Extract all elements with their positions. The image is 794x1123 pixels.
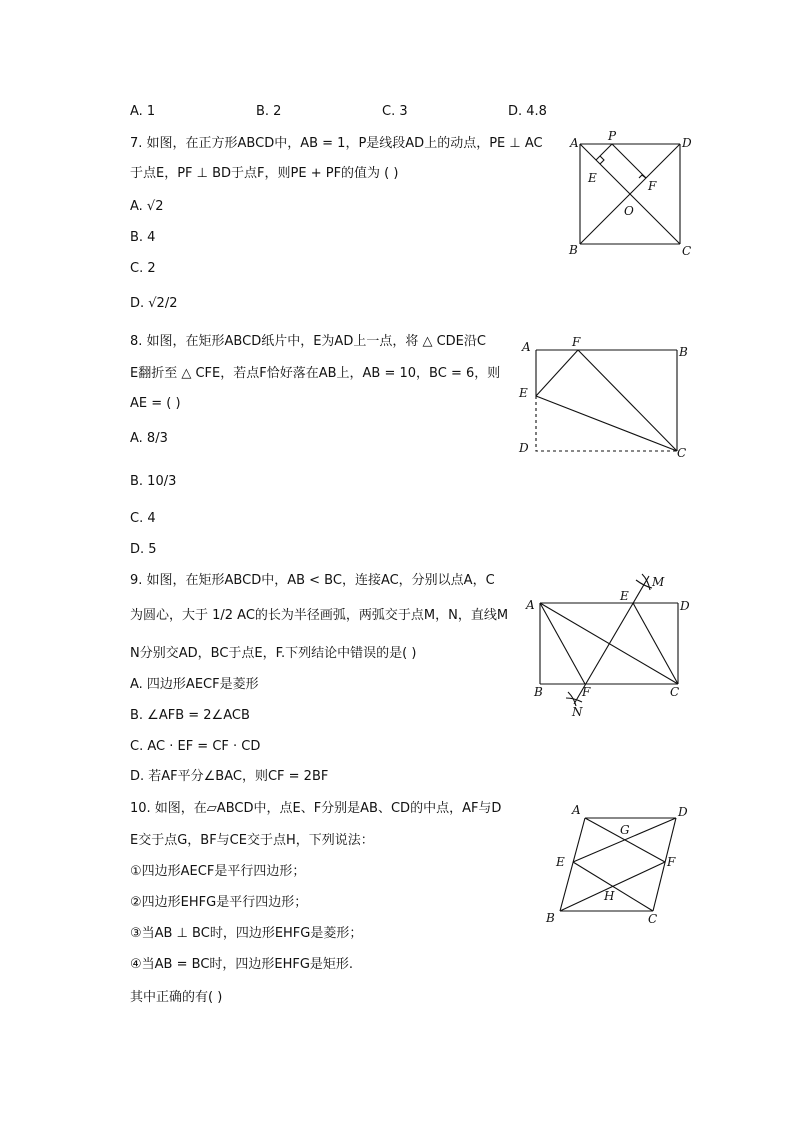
q8-option-d: D. 5 xyxy=(130,542,157,557)
q10-statement-2: ②四边形EHFG是平行四边形； xyxy=(130,895,308,910)
q9-label-f: F xyxy=(582,685,591,699)
q10-label-e: E xyxy=(556,855,565,869)
q7-label-b: B xyxy=(569,243,578,257)
q10-label-a: A xyxy=(572,803,581,817)
q8-label-c: C xyxy=(677,446,687,460)
q7-label-f: F xyxy=(648,179,657,193)
q8-label-d: D xyxy=(519,441,529,455)
q9-label-n: N xyxy=(572,705,583,719)
q8-option-a: A. 8/3 xyxy=(130,431,168,446)
q10-statement-1: ①四边形AECF是平行四边形； xyxy=(130,864,306,879)
q8-label-e: E xyxy=(519,386,528,400)
q8-label-a: A xyxy=(522,340,531,354)
q10-label-b: B xyxy=(546,911,555,925)
q8-option-b: B. 10/3 xyxy=(130,474,177,489)
q7-label-p: P xyxy=(608,129,617,143)
q7-stem-line1: 7. 如图，在正方形ABCD中，AB = 1，P是线段AD上的动点，PE ⊥ AC xyxy=(130,136,543,151)
q7-label-c: C xyxy=(682,244,692,258)
q8-stem-line3: AE = ( ) xyxy=(130,396,181,411)
q7-label-a: A xyxy=(570,136,579,150)
q9-label-m: M xyxy=(652,575,665,589)
q9-option-d: D. 若AF平分∠BAC，则CF = 2BF xyxy=(130,769,329,784)
q10-statement-4: ④当AB = BC时，四边形EHFG是矩形. xyxy=(130,957,354,972)
q7-option-d: D. √2/2 xyxy=(130,296,178,311)
q9-stem-line3: N分别交AD，BC于点E，F.下列结论中错误的是( ) xyxy=(130,646,417,661)
q8-label-f: F xyxy=(572,335,581,349)
q10-label-c: C xyxy=(648,912,658,926)
q10-label-h: H xyxy=(604,889,615,903)
q10-label-d: D xyxy=(678,805,688,819)
q8-stem-line1: 8. 如图，在矩形ABCD纸片中，E为AD上一点，将 △ CDE沿C xyxy=(130,334,486,349)
q7-label-e: E xyxy=(588,171,597,185)
q9-option-b: B. ∠AFB = 2∠ACB xyxy=(130,708,250,723)
q8-rectangle-diagram xyxy=(515,334,695,459)
q8-option-c: C. 4 xyxy=(130,511,156,526)
q7-option-b: B. 4 xyxy=(130,230,156,245)
q9-label-d: D xyxy=(680,599,690,613)
q9-label-a: A xyxy=(526,598,535,612)
q9-label-c: C xyxy=(670,685,680,699)
q10-label-f: F xyxy=(667,855,676,869)
q7-stem-line2: 于点E，PF ⊥ BD于点F，则PE + PF的值为 ( ) xyxy=(130,166,399,181)
q8-stem-line2: E翻折至 △ CFE，若点F恰好落在AB上，AB = 10，BC = 6，则 xyxy=(130,366,501,381)
q9-label-b: B xyxy=(534,685,543,699)
q10-parallelogram-diagram xyxy=(540,800,710,930)
q7-label-d: D xyxy=(682,136,692,150)
q9-rectangle-arcs-diagram xyxy=(520,570,700,720)
q9-label-e: E xyxy=(620,589,629,603)
q10-stem-line2: E交于点G，BF与CE交于点H，下列说法： xyxy=(130,833,374,848)
q7-option-a: A. √2 xyxy=(130,199,164,214)
q9-stem-line2: 为圆心，大于 1/2 AC的长为半径画弧，两弧交于点M，N，直线M xyxy=(130,608,509,623)
q6-option-a: A. 1 xyxy=(130,104,156,119)
q10-question: 其中正确的有( ) xyxy=(130,990,223,1005)
q7-option-c: C. 2 xyxy=(130,261,156,276)
q6-option-d: D. 4.8 xyxy=(508,104,547,119)
q8-label-b: B xyxy=(679,345,688,359)
q7-square-diagram xyxy=(568,129,698,259)
q9-option-c: C. AC · EF = CF · CD xyxy=(130,739,261,754)
q9-option-a: A. 四边形AECF是菱形 xyxy=(130,677,259,692)
q6-option-b: B. 2 xyxy=(256,104,282,119)
q6-option-c: C. 3 xyxy=(382,104,408,119)
q10-label-g: G xyxy=(620,823,630,837)
q10-stem-line1: 10. 如图，在▱ABCD中，点E、F分别是AB、CD的中点，AF与D xyxy=(130,801,502,816)
q10-statement-3: ③当AB ⊥ BC时，四边形EHFG是菱形； xyxy=(130,926,363,941)
q9-stem-line1: 9. 如图，在矩形ABCD中，AB < BC，连接AC，分别以点A，C xyxy=(130,573,495,588)
q7-label-o: O xyxy=(624,204,634,218)
